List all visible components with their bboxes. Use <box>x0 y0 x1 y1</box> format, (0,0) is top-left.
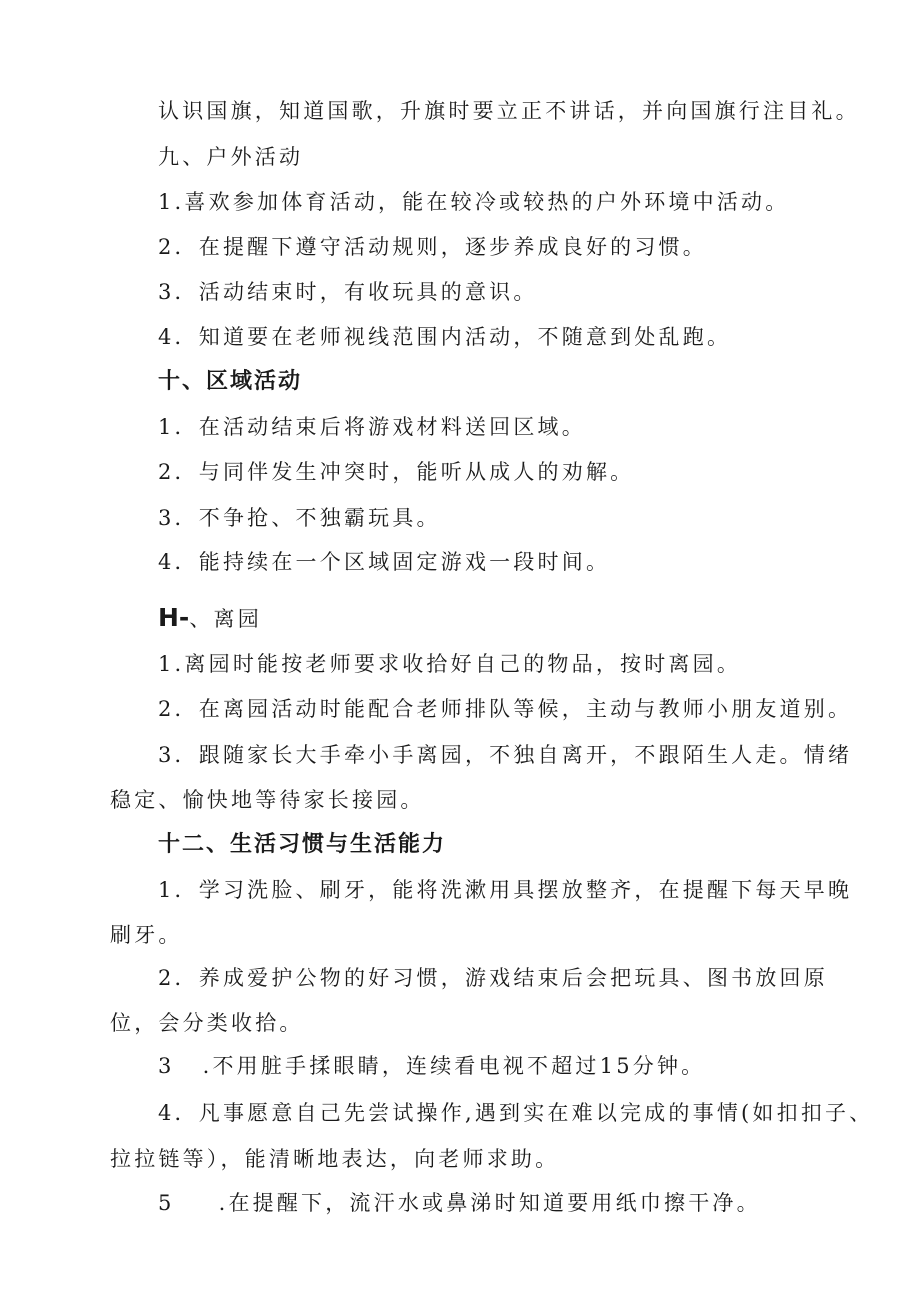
area-item-2: 2．与同伴发生冲突时，能听从成人的劝解。 <box>158 460 635 484</box>
section-heading-leaving <box>158 603 262 634</box>
habits-item-4: 4．凡事愿意自己先尝试操作,遇到实在难以完成的事情(如扣扣子、 <box>158 1101 874 1125</box>
outdoor-item-3: 3．活动结束时，有收玩具的意识。 <box>158 280 538 304</box>
outdoor-item-4: 4．知道要在老师视线范围内活动，不随意到处乱跑。 <box>158 325 732 349</box>
habits-item-3-text: .不用脏手揉眼睛，连续看电视不超过15分钟。 <box>202 1054 706 1078</box>
habits-item-5 <box>158 1188 761 1218</box>
habits-item-5-text: .在提醒下，流汗水或鼻涕时知道要用纸巾擦干净。 <box>218 1191 761 1215</box>
habits-item-2-cont: 位，会分类收拾。 <box>110 1011 304 1035</box>
habits-item-1-cont: 刷牙。 <box>110 923 183 947</box>
leaving-item-3: 3．跟随家长大手牵小手离园，不独自离开，不跟陌生人走。情绪 <box>158 743 853 767</box>
outdoor-item-1: 1.喜欢参加体育活动，能在较冷或较热的户外环境中活动。 <box>158 190 790 214</box>
section-heading-area: 十、区域活动 <box>158 369 303 394</box>
habits-item-3 <box>158 1051 705 1081</box>
leaving-item-2: 2．在离园活动时能配合老师排队等候，主动与教师小朋友道别。 <box>158 697 853 721</box>
area-item-1: 1．在活动结束后将游戏材料送回区域。 <box>158 415 586 439</box>
heading-leaving-number: H- <box>158 603 190 632</box>
habits-item-5-number: 5 <box>158 1191 175 1215</box>
habits-item-4-cont: 拉拉链等），能清晰地表达，向老师求助。 <box>110 1147 560 1171</box>
line-flag-etiquette: 认识国旗，知道国歌，升旗时要立正不讲话，并向国旗行注目礼。 <box>158 99 860 123</box>
heading-leaving-title: 、离园 <box>189 607 262 631</box>
habits-item-3-number: 3 <box>158 1054 175 1078</box>
area-item-4: 4．能持续在一个区域固定游戏一段时间。 <box>158 550 611 574</box>
habits-item-2: 2．养成爱护公物的好习惯，游戏结束后会把玩具、图书放回原 <box>158 966 828 990</box>
leaving-item-1: 1.离园时能按老师要求收拾好自己的物品，按时离园。 <box>158 652 742 676</box>
outdoor-item-2: 2．在提醒下遵守活动规则，逐步养成良好的习惯。 <box>158 235 707 259</box>
section-heading-outdoor: 九、户外活动 <box>158 145 304 169</box>
area-item-3: 3．不争抢、不独霸玩具。 <box>158 506 441 530</box>
leaving-item-3-cont: 稳定、愉快地等待家长接园。 <box>110 788 425 812</box>
habits-item-1: 1．学习洗脸、刷牙，能将洗漱用具摆放整齐，在提醒下每天早晚 <box>158 878 853 902</box>
section-heading-habits: 十二、生活习惯与生活能力 <box>158 832 447 857</box>
